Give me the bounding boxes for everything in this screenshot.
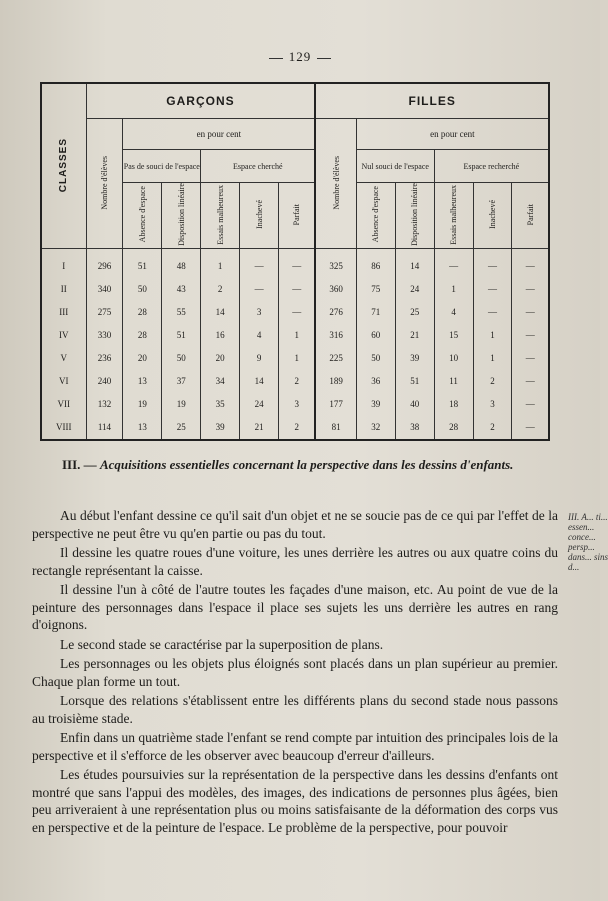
girls-cell: 75: [356, 278, 395, 301]
boys-cell: 20: [123, 347, 162, 370]
paragraph: Les personnages ou les objets plus éloignés sont placés dans un plan supérieur au premier. Chaque plan forme un tout.: [32, 656, 558, 689]
girls-cell: —: [512, 301, 549, 324]
girls-cell: 21: [395, 324, 434, 347]
boys-cell: 114: [86, 416, 123, 440]
boys-cell: 240: [86, 370, 123, 393]
class-cell: III: [41, 301, 86, 324]
page-number: 129: [0, 49, 600, 65]
girls-cell: 60: [356, 324, 395, 347]
girls-cell: 81: [315, 416, 356, 440]
girls-cell: 325: [315, 248, 356, 278]
classes-header: CLASSES: [41, 83, 86, 248]
paragraph: Il dessine l'un à côté de l'autre toutes les façades d'une maison, etc. Au point de vue de la peinture des personnages dans l'espace il place ses sujets les uns derrière les autres en rang d'oignons.: [32, 582, 558, 632]
girls-cell: 316: [315, 324, 356, 347]
girls-cell: 14: [395, 248, 434, 278]
girls-percent-header: en pour cent: [356, 119, 549, 150]
boys-linear-header: Disposition linéaire: [162, 183, 201, 249]
boys-cell: 132: [86, 393, 123, 416]
girls-cell: 86: [356, 248, 395, 278]
girls-cell: 39: [395, 347, 434, 370]
girls-cell: —: [512, 324, 549, 347]
girls-cell: 3: [473, 393, 512, 416]
boys-cell: 236: [86, 347, 123, 370]
boys-cell: 2: [279, 370, 316, 393]
boys-cell: 37: [162, 370, 201, 393]
girls-cell: 32: [356, 416, 395, 440]
class-cell: VIII: [41, 416, 86, 440]
boys-cell: 296: [86, 248, 123, 278]
body-text: [32, 507, 558, 838]
boys-cell: 275: [86, 301, 123, 324]
girls-header: FILLES: [315, 83, 549, 119]
paragraph: Lorsque des relations s'établissent entre les différents plans du second stade nous passons au troisième stade.: [32, 693, 558, 726]
girls-cell: 36: [356, 370, 395, 393]
boys-cell: —: [279, 278, 316, 301]
boys-cell: 3: [240, 301, 279, 324]
boys-cell: 50: [123, 278, 162, 301]
boys-cell: 4: [240, 324, 279, 347]
table-row: [41, 347, 549, 370]
girls-cell: —: [473, 248, 512, 278]
boys-percent-header: en pour cent: [123, 119, 315, 150]
girls-cell: 225: [315, 347, 356, 370]
boys-cell: 39: [201, 416, 240, 440]
girls-cell: 40: [395, 393, 434, 416]
boys-cell: 24: [240, 393, 279, 416]
boys-cell: 9: [240, 347, 279, 370]
boys-cell: 20: [201, 347, 240, 370]
girls-cell: 276: [315, 301, 356, 324]
dash-right: [317, 58, 331, 59]
class-cell: VII: [41, 393, 86, 416]
boys-failed-header: Essais malheureux: [201, 183, 240, 249]
boys-cell: 16: [201, 324, 240, 347]
boys-unfinished-header: Inachevé: [240, 183, 279, 249]
table-row: [41, 278, 549, 301]
boys-count-header: Nombre d'élèves: [86, 119, 123, 249]
boys-absence-header: Absence d'espace: [123, 183, 162, 249]
girls-cell: 189: [315, 370, 356, 393]
girls-space-sought-header: Espace recherché: [434, 150, 549, 183]
boys-cell: 1: [279, 324, 316, 347]
boys-header: GARÇONS: [86, 83, 315, 119]
girls-no-concern-header: Nul souci de l'espace: [356, 150, 434, 183]
boys-cell: 3: [279, 393, 316, 416]
girls-cell: 2: [473, 370, 512, 393]
girls-cell: 38: [395, 416, 434, 440]
boys-cell: 19: [162, 393, 201, 416]
boys-perfect-header: Parfait: [279, 183, 316, 249]
girls-cell: 50: [356, 347, 395, 370]
girls-count-header: Nombre d'élèves: [315, 119, 356, 249]
paragraph: Au début l'enfant dessine ce qu'il sait d'un objet et ne se soucie pas de ce qui par l'effet de la perspective ne peut être vu qu'en partie ou pas du tout.: [32, 508, 558, 541]
girls-cell: 10: [434, 347, 473, 370]
girls-cell: —: [512, 393, 549, 416]
girls-cell: 39: [356, 393, 395, 416]
table-row: [41, 416, 549, 440]
section-number: III. —: [62, 457, 97, 472]
table-row: [41, 324, 549, 347]
girls-cell: 18: [434, 393, 473, 416]
girls-cell: —: [512, 347, 549, 370]
boys-cell: 35: [201, 393, 240, 416]
girls-cell: —: [512, 278, 549, 301]
boys-cell: 51: [162, 324, 201, 347]
boys-cell: 2: [201, 278, 240, 301]
girls-cell: 1: [473, 324, 512, 347]
class-cell: I: [41, 248, 86, 278]
boys-cell: —: [279, 301, 316, 324]
boys-cell: 330: [86, 324, 123, 347]
girls-cell: 1: [473, 347, 512, 370]
class-cell: VI: [41, 370, 86, 393]
girls-linear-header: Disposition linéaire: [395, 183, 434, 249]
section-title: Acquisitions essentielles concernant la perspective dans les dessins d'enfants.: [99, 457, 514, 472]
girls-cell: 177: [315, 393, 356, 416]
girls-cell: —: [512, 416, 549, 440]
table-row: [41, 301, 549, 324]
class-cell: II: [41, 278, 86, 301]
boys-cell: 21: [240, 416, 279, 440]
girls-perfect-header: Parfait: [512, 183, 549, 249]
girls-cell: 71: [356, 301, 395, 324]
paragraph: Enfin dans un quatrième stade l'enfant se rend compte par intuition des principales lois de la perspective et il s'efforce de les observer avec beaucoup d'erreur d'ailleurs.: [32, 730, 558, 763]
table-row: [41, 370, 549, 393]
boys-cell: —: [240, 248, 279, 278]
girls-absence-header: Absence d'espace: [356, 183, 395, 249]
girls-unfinished-header: Inachevé: [473, 183, 512, 249]
girls-cell: 15: [434, 324, 473, 347]
girls-cell: 28: [434, 416, 473, 440]
boys-cell: 2: [279, 416, 316, 440]
boys-cell: —: [240, 278, 279, 301]
boys-cell: 28: [123, 301, 162, 324]
table-row: [41, 248, 549, 278]
boys-cell: 1: [279, 347, 316, 370]
girls-cell: 51: [395, 370, 434, 393]
boys-cell: 43: [162, 278, 201, 301]
dash-left: [269, 58, 283, 59]
girls-cell: —: [473, 301, 512, 324]
girls-failed-header: Essais malheureux: [434, 183, 473, 249]
boys-cell: 14: [201, 301, 240, 324]
table-body: [41, 248, 549, 440]
girls-cell: 4: [434, 301, 473, 324]
paragraph: Le second stade se caractérise par la superposition de plans.: [60, 636, 384, 652]
margin-note: III. A... ti... essen... conce... persp... dans... sins d...: [568, 512, 608, 572]
paragraph: Il dessine les quatre roues d'une voiture, les unes derrière les autres ou aux quatre coins du rectangle représentant la caisse.: [32, 545, 558, 578]
boys-cell: 55: [162, 301, 201, 324]
girls-cell: —: [473, 278, 512, 301]
girls-cell: —: [512, 370, 549, 393]
class-cell: IV: [41, 324, 86, 347]
boys-cell: —: [279, 248, 316, 278]
class-cell: V: [41, 347, 86, 370]
girls-cell: 2: [473, 416, 512, 440]
paragraph: Les études poursuivies sur la représentation de la perspective dans les dessins d'enfants ont montré que sans l'appui des modèles, des images, des indications de personnes plus âgées, bien peu arriveraient à une représentation plus ou moins satisfaisante de la déformation des corps vus en perspective et de la peinture de l'espace. Le problème de la perspective, pour pouvoir: [32, 767, 558, 835]
boys-no-concern-header: Pas de souci de l'espace: [123, 150, 201, 183]
boys-cell: 1: [201, 248, 240, 278]
boys-cell: 13: [123, 416, 162, 440]
boys-cell: 25: [162, 416, 201, 440]
boys-cell: 340: [86, 278, 123, 301]
boys-cell: 14: [240, 370, 279, 393]
boys-cell: 48: [162, 248, 201, 278]
boys-cell: 51: [123, 248, 162, 278]
girls-cell: —: [434, 248, 473, 278]
girls-cell: 24: [395, 278, 434, 301]
boys-cell: 28: [123, 324, 162, 347]
boys-cell: 13: [123, 370, 162, 393]
girls-cell: 11: [434, 370, 473, 393]
section-heading: [62, 456, 560, 474]
statistics-table: [40, 82, 550, 441]
boys-cell: 34: [201, 370, 240, 393]
table-row: [41, 393, 549, 416]
boys-space-sought-header: Espace cherché: [201, 150, 316, 183]
boys-cell: 50: [162, 347, 201, 370]
girls-cell: 360: [315, 278, 356, 301]
girls-cell: —: [512, 248, 549, 278]
boys-cell: 19: [123, 393, 162, 416]
girls-cell: 1: [434, 278, 473, 301]
girls-cell: 25: [395, 301, 434, 324]
